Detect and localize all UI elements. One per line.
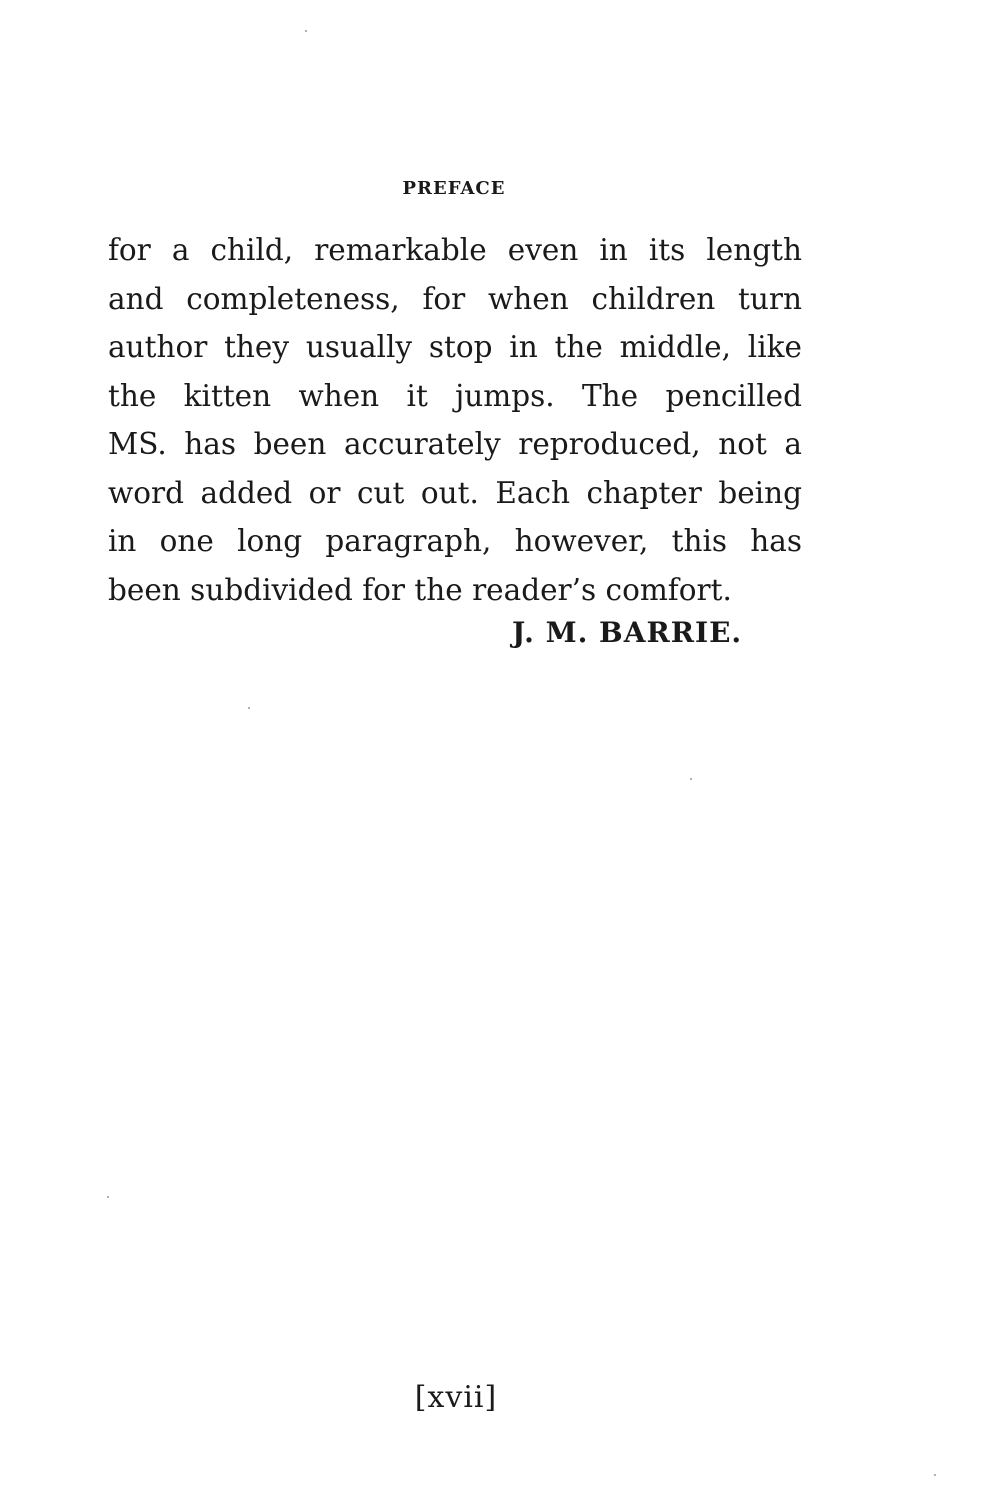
page-number: [xvii]: [414, 1380, 498, 1415]
text-line: the kitten when it jumps. The pencilled: [108, 378, 802, 413]
text-line: and completeness, for when children turn: [108, 281, 802, 316]
text-line: for a child, remarkable even in its length: [108, 233, 802, 267]
scan-speck: [248, 707, 250, 709]
text-line: author they usually stop in the middle, like: [108, 330, 802, 364]
running-head: PREFACE: [402, 178, 506, 199]
preface-paragraph: [108, 226, 802, 614]
author-signature: J. M. BARRIE.: [512, 616, 743, 649]
text-line: been subdivided for the reader’s comfort.: [108, 572, 732, 607]
scan-speck: [690, 778, 692, 780]
text-line: in one long paragraph, however, this has: [108, 524, 802, 558]
scan-speck: [305, 30, 307, 32]
scan-speck: [934, 1474, 936, 1476]
text-line: MS. has been accurately reproduced, not a: [108, 427, 802, 461]
scan-speck: [107, 1196, 109, 1198]
text-line: word added or cut out. Each chapter being: [108, 475, 802, 510]
